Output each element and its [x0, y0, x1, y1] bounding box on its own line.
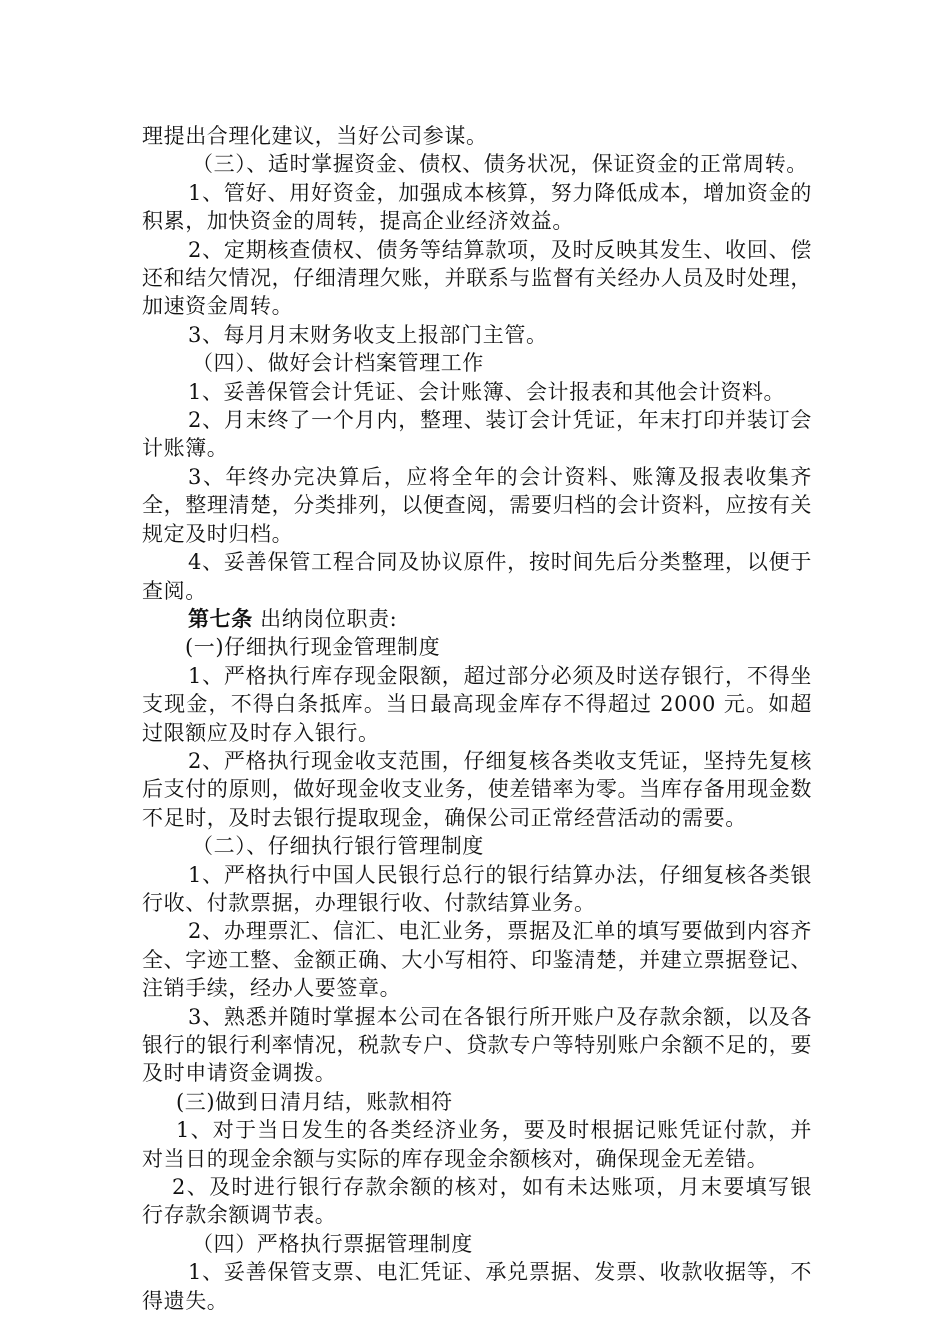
section-heading: （二）、仔细执行银行管理制度 — [192, 834, 484, 859]
section-heading: （四）、做好会计档案管理工作 — [192, 351, 484, 376]
paragraph: 1、妥善保管会计凭证、会计账簿、会计报表和其他会计资料。 — [188, 379, 786, 404]
paragraph: 1、妥善保管支票、电汇凭证、承兑票据、发票、收款收据等，不得遗失。 — [142, 1260, 812, 1313]
paragraph: 理提出合理化建议，当好公司参谋。 — [142, 124, 488, 148]
paragraph: 1、管好、用好资金，加强成本核算，努力降低成本，增加资金的积累，加快资金的周转，提高企业经济效益。 — [142, 180, 812, 234]
section-heading: （四）严格执行票据管理制度 — [192, 1231, 473, 1256]
paragraph: 2、月末终了一个月内，整理、装订会计凭证，年末打印并装订会计账簿。 — [142, 408, 812, 461]
paragraph: 2、严格执行现金收支范围，仔细复核各类收支凭证，坚持先复核后支付的原则，做好现金收支业务，使差错率为零。当库存备用现金数不足时，及时去银行提取现金，确保公司正常经营活动的需要。 — [142, 748, 812, 830]
article-number: 第七条 — [188, 606, 253, 631]
paragraph: 3、每月月末财务收支上报部门主管。 — [188, 322, 548, 347]
article-heading — [142, 605, 812, 633]
paragraph: 1、对于当日发生的各类经济业务，要及时根据记账凭证付款，并对当日的现金余额与实际的库存现金余额核对，确保现金无差错。 — [142, 1118, 812, 1171]
paragraph: 2、及时进行银行存款余额的核对，如有未达账项，月末要填写银行存款余额调节表。 — [142, 1175, 812, 1228]
paragraph: 3、年终办完决算后，应将全年的会计资料、账簿及报表收集齐全，整理清楚，分类排列，以便查阅，需要归档的会计资料，应按有关规定及时归档。 — [142, 464, 812, 546]
paragraph: 4、妥善保管工程合同及协议原件，按时间先后分类整理，以便于查阅。 — [142, 550, 812, 603]
article-title: 出纳岗位职责: — [252, 606, 398, 631]
section-heading: (一)仔细执行现金管理制度 — [185, 635, 441, 660]
paragraph: 1、严格执行库存现金限额，超过部分必须及时送存银行，不得坐支现金，不得白条抵库。当日最高现金库存不得超过 2000 元。如超过限额应及时存入银行。 — [142, 663, 812, 745]
document-body — [142, 122, 812, 1315]
paragraph: 1、严格执行中国人民银行总行的银行结算办法，仔细复核各类银行收、付款票据，办理银行收、付款结算业务。 — [142, 862, 812, 915]
paragraph: 2、办理票汇、信汇、电汇业务，票据及汇单的填写要做到内容齐全、字迹工整、金额正确、大小写相符、印鉴清楚，并建立票据登记、注销手续，经办人要签章。 — [142, 919, 812, 1001]
paragraph: 2、定期核查债权、债务等结算款项，及时反映其发生、收回、偿还和结欠情况，仔细清理欠账，并联系与监督有关经办人员及时处理，加速资金周转。 — [142, 237, 812, 319]
paragraph: 3、熟悉并随时掌握本公司在各银行所开账户及存款余额，以及各银行的银行利率情况，税款专户、贷款专户等特别账户余额不足的，要及时申请资金调拨。 — [142, 1004, 812, 1086]
section-heading: (三)做到日清月结，账款相符 — [176, 1089, 453, 1114]
section-heading: （三）、适时掌握资金、债权、债务状况，保证资金的正常周转。 — [192, 152, 808, 177]
